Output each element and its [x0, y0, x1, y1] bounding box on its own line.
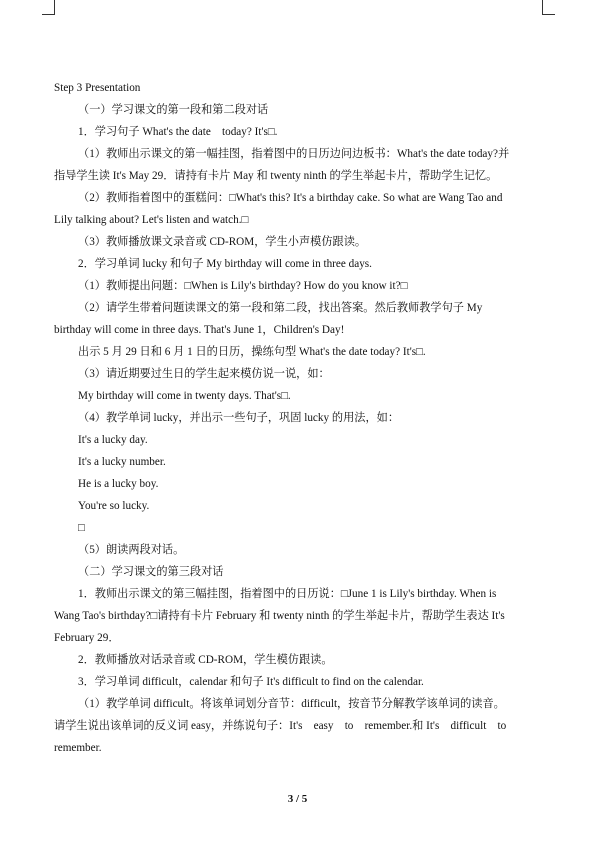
paragraph-line: Wang Tao's birthday?□请持有卡片 February 和 twenty ninth 的学生举起卡片，帮助学生表达 It's [54, 610, 505, 622]
paragraph-line: remember. [54, 742, 102, 754]
paragraph-line: 1．教师出示课文的第三幅挂图，指着图中的日历说：□June 1 is Lily's birthday. When is [78, 588, 497, 600]
paragraph-line: 2．教师播放对话录音或 CD-ROM，学生模仿跟读。 [78, 654, 333, 666]
example-sentence: He is a lucky boy. [78, 478, 159, 490]
example-sentence: My birthday will come in twenty days. That's□. [78, 390, 291, 402]
paragraph-line: （5）朗读两段对话。 [78, 544, 185, 556]
paragraph-line: birthday will come in three days. That's June 1，Children's Day! [54, 324, 345, 336]
example-sentence: It's a lucky day. [78, 434, 148, 446]
paragraph-line: （1）教师提出问题：□When is Lily's birthday? How do you know it?□ [78, 280, 408, 292]
paragraph-line: 指导学生读 It's May 29．请持有卡片 May 和 twenty ninth 的学生举起卡片，帮助学生记忆。 [54, 170, 498, 182]
paragraph-line: （1）教师出示课文的第一幅挂图，指着图中的日历边问边板书：What's the date today?并 [78, 148, 510, 160]
paragraph-line: （2）请学生带着问题读课文的第一段和第二段，找出答案。然后教师教学句子 My [78, 302, 483, 314]
paragraph-line: 3．学习单词 difficult，calendar 和句子 It's difficult to find on the calendar. [78, 676, 424, 688]
paragraph-line: （2）教师指着图中的蛋糕问：□What's this? It's a birthday cake. So what are Wang Tao and [78, 192, 503, 204]
section-heading-2: （二）学习课文的第三段对话 [78, 566, 224, 578]
paragraph-line: 1．学习句子 What's the date today? It's□. [78, 126, 278, 138]
paragraph-line: 2．学习单词 lucky 和句子 My birthday will come in three days. [78, 258, 372, 270]
paragraph-line: （1）教学单词 difficult。将该单词划分音节：difficult，按音节分解教学该单词的读音。 [78, 698, 505, 710]
step-heading: Step 3 Presentation [54, 82, 141, 94]
paragraph-line: February 29． [54, 632, 120, 644]
paragraph-line: （4）教学单词 lucky，并出示一些句子，巩固 lucky 的用法，如： [78, 412, 400, 424]
page-number: 3 / 5 [287, 793, 308, 805]
section-heading-1: （一）学习课文的第一段和第二段对话 [78, 104, 269, 116]
paragraph-line: Lily talking about? Let's listen and watch.□ [54, 214, 249, 226]
paragraph-line: （3）请近期要过生日的学生起来模仿说一说，如： [78, 368, 330, 380]
paragraph-line: 请学生说出该单词的反义词 easy，并练说句子：It's easy to remember.和 It's difficult to [54, 720, 507, 732]
paragraph-line: （3）教师播放课文录音或 CD-ROM，学生小声模仿跟读。 [78, 236, 367, 248]
example-sentence: It's a lucky number. [78, 456, 166, 468]
example-sentence: You're so lucky. [78, 500, 150, 512]
placeholder-box: □ [78, 522, 85, 534]
paragraph-line: 出示 5 月 29 日和 6 月 1 日的日历，操练句型 What's the date today? It's□. [78, 346, 426, 358]
crop-mark-top-left [42, 0, 55, 15]
crop-mark-top-right [542, 0, 555, 15]
